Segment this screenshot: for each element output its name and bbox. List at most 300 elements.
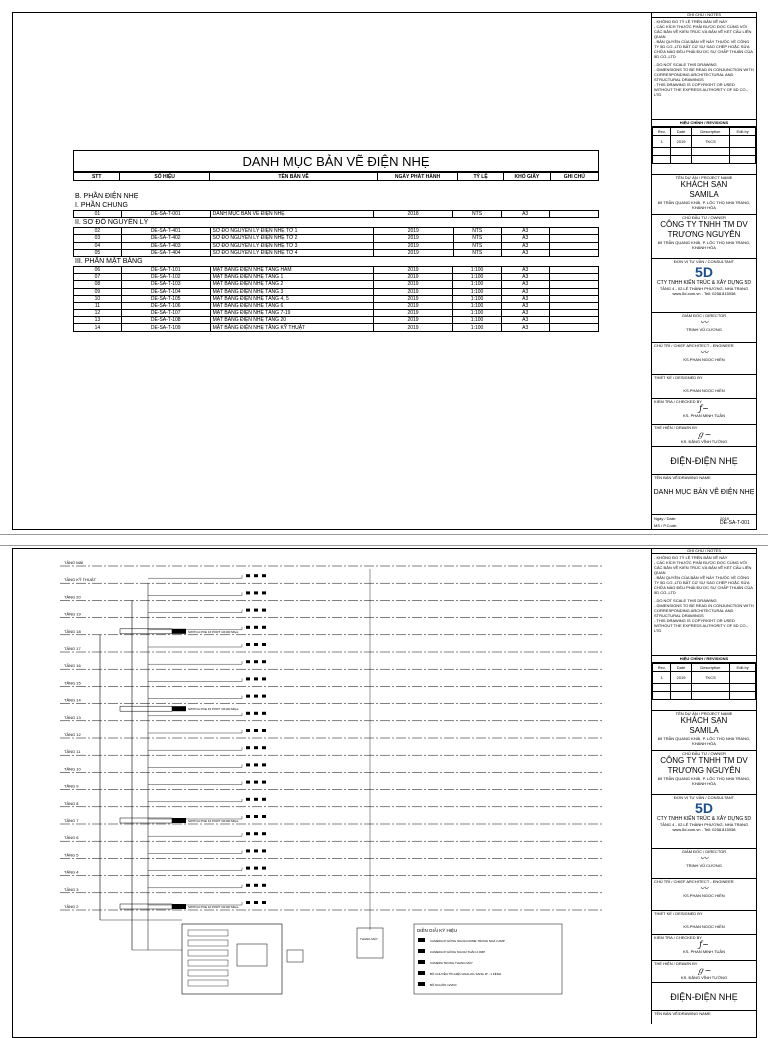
- index-cell: [549, 249, 598, 256]
- sheet-separator: [0, 534, 768, 546]
- legend-symbol-icon: [418, 938, 425, 942]
- index-cell: NTS: [453, 228, 501, 235]
- index-cell: 13: [74, 317, 122, 324]
- index-cell: A3: [501, 266, 549, 273]
- index-cell: 1:100: [453, 324, 501, 331]
- chief-label: CHỦ TRÌ / CHIEF ARCHITECT - ENGINEER: [654, 879, 734, 884]
- project-label: TÊN DỰ ÁN / PROJECT NAME: [675, 711, 733, 716]
- rev-col: Edit by: [730, 664, 756, 672]
- camera-icon: [262, 746, 266, 749]
- rev-cell: TKCS: [691, 672, 730, 684]
- legend-item: CAMERA IP HỒNG NGOẠI THÂN 2.0MP: [430, 950, 486, 954]
- note-line: - DO NOT SCALE THIS DRAWING: [654, 62, 717, 67]
- switch-label: SWITCH POE 16 PORT 10/100 Mbps: [188, 819, 239, 823]
- camera-icon: [262, 660, 266, 663]
- designed-label: THIẾT KẾ / DESIGNED BY: [654, 375, 703, 380]
- camera-icon: [262, 643, 266, 646]
- camera-icon: [262, 763, 266, 766]
- owner-block: [652, 215, 756, 259]
- computer-icon: [287, 950, 303, 962]
- index-cell: [549, 317, 598, 324]
- rev-col: Edit by: [730, 128, 756, 136]
- project-label: TÊN DỰ ÁN / PROJECT NAME: [675, 175, 733, 180]
- floor-label: TẦNG 19: [64, 611, 81, 617]
- camera-icon: [246, 591, 250, 594]
- camera-icon: [246, 781, 250, 784]
- index-cell: A3: [501, 302, 549, 309]
- index-cell: 2019: [373, 228, 453, 235]
- index-row: [74, 249, 599, 256]
- notes-header: GHI CHÚ / NOTES: [652, 12, 756, 18]
- revisions-header: HIỆU CHỈNH / REVISIONS: [652, 120, 756, 127]
- elevator-camera-box: [357, 928, 383, 958]
- poe-switch: [120, 818, 172, 823]
- legend-item: BỘ CHUYỂN TÍN HIỆU ANALOG SANG IP - 1 KÊNH: [430, 972, 502, 976]
- index-cell: MẶT BẰNG ĐIỆN NHẸ TẦNG 7-19: [210, 310, 373, 317]
- section-heading: II. SƠ ĐỒ NGUYÊN LÝ: [75, 219, 149, 227]
- director-block: [652, 313, 756, 343]
- rev-col: Date: [671, 664, 691, 672]
- index-cell: A3: [501, 228, 549, 235]
- chief-name: KS.PHAN NGỌC HIỀN: [683, 893, 725, 898]
- poe-switch: [120, 706, 172, 711]
- camera-icon: [262, 798, 266, 801]
- index-table-plans: [73, 266, 599, 332]
- camera-icon: [262, 574, 266, 577]
- index-cell: 2019: [373, 302, 453, 309]
- consultant-address: TẦNG 4 - 02 LÊ THÀNH PHƯƠNG, NHA TRANG www.5d.com.vn - Tell: 0258.815058: [659, 286, 749, 296]
- index-cell: 01: [74, 211, 122, 218]
- index-cell: [549, 274, 598, 281]
- note-line: - CÁC KÍCH THƯỚC PHẢI ĐƯỢC ĐỌC CÙNG VỚI CÁC BẢN VẼ KIẾN TRÚC VÀ BẢN VẼ KẾT CẤU LIÊN QUAN: [654, 560, 752, 575]
- note-line: - CÁC KÍCH THƯỚC PHẢI ĐƯỢC ĐỌC CÙNG VỚI CÁC BẢN VẼ KIẾN TRÚC VÀ BẢN VẼ KẾT CẤU LIÊN QUAN: [654, 24, 752, 39]
- index-cell: 09: [74, 288, 122, 295]
- index-cell: A3: [501, 211, 549, 218]
- consultant-name: CTY TNHH KIẾN TRÚC & XÂY DỰNG 5D: [657, 816, 751, 822]
- note-line: - KHÔNG ĐO TỶ LỆ TRÊN BẢN VẼ NÀY: [654, 555, 728, 560]
- drawing-index: [73, 150, 599, 332]
- index-title: DANH MỤC BẢN VẼ ĐIỆN NHẸ: [73, 150, 599, 172]
- camera-icon: [262, 591, 266, 594]
- index-cell: DE-SA-T-401: [121, 228, 210, 235]
- index-cell: A3: [501, 324, 549, 331]
- camera-icon: [246, 660, 250, 663]
- project-block: [652, 175, 756, 215]
- poe-switch-port: [172, 706, 186, 711]
- drawn-name: KS. ĐẶNG VĨNH TƯỜNG: [680, 439, 728, 444]
- floor-label: TẦNG 18: [64, 628, 81, 634]
- index-cell: 1:100: [453, 295, 501, 302]
- director-label: GIÁM ĐỐC / DIRECTOR: [681, 313, 727, 318]
- switch-label: SWITCH POE 16 PORT 10/100 Mbps: [188, 707, 239, 712]
- project-name-2: SAMILA: [689, 726, 719, 735]
- signature-mark: 〰: [700, 854, 708, 863]
- camera-icon: [246, 712, 250, 715]
- checked-label: KIỂM TRA / CHECKED BY: [654, 935, 702, 940]
- index-cell: [549, 288, 598, 295]
- designed-label: THIẾT KẾ / DESIGNED BY: [654, 911, 703, 916]
- camera-icon: [246, 695, 250, 698]
- index-cell: A3: [501, 310, 549, 317]
- drawing-name-label: TÊN BẢN VẼ/DRAWING NAME: [654, 1011, 711, 1016]
- col-header: TỶ LỆ: [457, 173, 503, 181]
- index-cell: SƠ ĐỒ NGUYÊN LÝ ĐIỆN NHẸ TỜ 3: [210, 242, 373, 249]
- index-cell: A3: [501, 281, 549, 288]
- index-cell: DE-SA-T-403: [121, 242, 210, 249]
- camera-icon: [246, 574, 250, 577]
- camera-icon: [262, 867, 266, 870]
- rev-cell: [730, 136, 756, 148]
- camera-icon: [246, 849, 250, 852]
- col-header: TÊN BẢN VẼ: [209, 173, 377, 181]
- rack-unit: [188, 940, 228, 946]
- index-table-schematic: [73, 227, 599, 257]
- floor-label: TẦNG 7: [64, 818, 79, 823]
- index-cell: [549, 295, 598, 302]
- index-cell: 1:100: [453, 281, 501, 288]
- camera-icon: [262, 901, 266, 904]
- index-cell: [549, 211, 598, 218]
- camera-icon: [254, 643, 258, 646]
- director-block: [652, 849, 756, 879]
- rack-unit: [188, 950, 228, 956]
- notes-block: [652, 554, 756, 656]
- owner-label: CHỦ ĐẦU TƯ / OWNER: [682, 215, 726, 220]
- camera-icon: [254, 746, 258, 749]
- note-line: - DIMENSIONS TO BE READ IN CONJUNCTION WITH CORRESPONDING ARCHITECTURAL AND STRUCTURAL DRAWINGS: [654, 67, 754, 82]
- chief-label: CHỦ TRÌ / CHIEF ARCHITECT - ENGINEER: [654, 343, 734, 348]
- owner-name-2: TRƯƠNG NGUYÊN: [667, 230, 741, 239]
- index-cell: 07: [74, 274, 122, 281]
- switch-label: SWITCH POE 16 PORT 10/100 Mbps: [188, 905, 239, 909]
- index-cell: MẶT BẰNG ĐIỆN NHẸ TẦNG 1: [210, 274, 373, 281]
- drawn-block: [652, 425, 756, 447]
- part-heading: B. PHẦN ĐIỆN NHẸ: [75, 193, 139, 200]
- index-cell: A3: [501, 249, 549, 256]
- code-label: MS / P.Code:: [654, 523, 678, 528]
- index-cell: DE-SA-T-109: [121, 324, 210, 331]
- camera-icon: [254, 609, 258, 612]
- index-cell: MẶT BẰNG ĐIỆN NHẸ TẦNG 6: [210, 302, 373, 309]
- consultant-logo: 5D: [695, 264, 713, 280]
- camera-icon: [254, 729, 258, 732]
- legend-item: BỘ NGUỒN 12VDC: [430, 983, 457, 987]
- camera-icon: [246, 746, 250, 749]
- poe-switch-port: [172, 904, 186, 909]
- index-cell: NTS: [453, 242, 501, 249]
- legend-title: DIỄN GIẢI KÝ HIỆU: [417, 928, 458, 933]
- floor-label: TẦNG 8: [64, 800, 79, 806]
- index-cell: 1:100: [453, 317, 501, 324]
- index-row: [74, 310, 599, 317]
- revisions-table: [652, 663, 756, 711]
- drawn-label: THỂ HIỆN / DRAWN BY: [654, 961, 698, 966]
- poe-switch-port: [172, 629, 186, 634]
- project-name-2: SAMILA: [689, 190, 719, 199]
- designed-block: [652, 375, 756, 399]
- camera-icon: [246, 677, 250, 680]
- index-cell: DE-SA-T-106: [121, 302, 210, 309]
- index-cell: 2019: [373, 310, 453, 317]
- index-cell: SƠ ĐỒ NGUYÊN LÝ ĐIỆN NHẸ TỜ 4: [210, 249, 373, 256]
- camera-icon: [254, 832, 258, 835]
- floor-label: TẦNG MÁI: [64, 560, 84, 565]
- camera-icon: [246, 884, 250, 887]
- monitor-icon: [237, 944, 267, 966]
- drawn-block: [652, 961, 756, 983]
- camera-icon: [254, 849, 258, 852]
- camera-icon: [262, 729, 266, 732]
- switch-label: SWITCH POE 16 PORT 10/100 Mbps: [188, 629, 239, 634]
- consultant-label: ĐƠN VỊ TƯ VẤN / CONSULTANT: [673, 795, 735, 800]
- consultant-block: [652, 795, 756, 849]
- index-cell: [549, 242, 598, 249]
- index-cell: 03: [74, 235, 122, 242]
- index-cell: DE-SA-T-404: [121, 249, 210, 256]
- index-cell: 2019: [373, 288, 453, 295]
- col-header: KHỔ GIẤY: [504, 173, 550, 181]
- camera-icon: [246, 867, 250, 870]
- camera-icon: [262, 832, 266, 835]
- checked-label: KIỂM TRA / CHECKED BY: [654, 399, 702, 404]
- index-row: [74, 228, 599, 235]
- section-heading: I. PHẦN CHUNG: [75, 202, 128, 209]
- index-row: [74, 266, 599, 273]
- signature-mark: ƒ~: [699, 404, 709, 413]
- index-cell: DE-SA-T-402: [121, 235, 210, 242]
- camera-icon: [254, 574, 258, 577]
- index-cell: 2019: [373, 242, 453, 249]
- project-address: 89 TRẦN QUANG KHẢI, P. LỘC THỌ NHA TRANG, KHÁNH HÒA: [657, 736, 751, 746]
- index-cell: A3: [501, 317, 549, 324]
- index-cell: DE-SA-T-108: [121, 317, 210, 324]
- camera-icon: [254, 901, 258, 904]
- signature-mark: ℊ~: [696, 966, 712, 975]
- signature-mark: ƒ~: [699, 940, 709, 949]
- checked-block: [652, 399, 756, 425]
- section-heading: III. PHẦN MẶT BẰNG: [75, 257, 143, 265]
- signature-mark: 〰: [700, 884, 708, 893]
- legend-symbol-icon: [418, 982, 425, 986]
- owner-address: 89 TRẦN QUANG KHẢI, P. LỘC THỌ NHA TRANG, KHÁNH HÒA: [657, 776, 751, 786]
- signature-mark: 〰: [700, 318, 708, 327]
- floor-label: TẦNG 20: [64, 594, 81, 600]
- index-cell: [549, 228, 598, 235]
- camera-icon: [262, 626, 266, 629]
- index-cell: A3: [501, 242, 549, 249]
- index-row: [74, 302, 599, 309]
- camera-icon: [262, 781, 266, 784]
- col-header: SỐ HIỆU: [120, 173, 210, 181]
- owner-block: [652, 751, 756, 795]
- camera-icon: [246, 626, 250, 629]
- index-cell: 2019: [373, 249, 453, 256]
- camera-icon: [254, 626, 258, 629]
- index-cell: 10: [74, 295, 122, 302]
- rev-cell: TKCS: [691, 136, 730, 148]
- index-cell: MẶT BẰNG ĐIỆN NHẸ TẦNG HẦM: [210, 266, 373, 273]
- floor-label: TẦNG 3: [64, 886, 79, 892]
- note-line: - THIS DRAWING IS COPYRIGHT OR USED WITHOUT THE EXPRESS AUTHORITY OF 5D CO., LTD: [654, 618, 748, 633]
- col-header: STT: [74, 173, 120, 181]
- index-cell: NTS: [453, 235, 501, 242]
- code-value: DE-SA-T-001: [720, 520, 750, 526]
- rev-cell: 2019: [671, 672, 691, 684]
- index-cell: 2019: [373, 324, 453, 331]
- index-cell: 2019: [373, 274, 453, 281]
- rack-unit: [188, 960, 228, 966]
- index-cell: A3: [501, 235, 549, 242]
- note-line: - BẢN QUYỀN CỦA BẢN VẼ NÀY THUỘC VỀ CÔNG TY 5D CO.,LTD BẤT CỨ SỰ SAO CHÉP HOẶC SỬA CHỮA NÀO ĐỀU PHẢI ĐƯỢC SỰ CHẤP THUẬN CỦA 5D CO.,LTD: [654, 39, 753, 59]
- index-cell: DE-SA-T-102: [121, 274, 210, 281]
- camera-icon: [262, 712, 266, 715]
- index-cell: [549, 302, 598, 309]
- designed-name: KS.PHAN NGỌC HIỀN: [683, 388, 725, 393]
- signature-mark: 〰: [700, 348, 708, 357]
- index-cell: DE-SA-T-105: [121, 295, 210, 302]
- floor-label: TẦNG 12: [64, 732, 81, 737]
- col-header: GHI CHÚ: [550, 173, 598, 181]
- consultant-label: ĐƠN VỊ TƯ VẤN / CONSULTANT: [673, 259, 735, 264]
- camera-icon: [262, 815, 266, 818]
- consultant-block: [652, 259, 756, 313]
- owner-name: CÔNG TY TNHH TM DV: [660, 756, 748, 765]
- index-cell: 2019: [373, 266, 453, 273]
- date-label: Ngày / Date:: [654, 516, 677, 521]
- index-cell: 2019: [373, 281, 453, 288]
- index-cell: A3: [501, 288, 549, 295]
- camera-icon: [262, 677, 266, 680]
- camera-icon: [254, 798, 258, 801]
- note-line: - KHÔNG ĐO TỶ LỆ TRÊN BẢN VẼ NÀY: [654, 19, 728, 24]
- index-header: [73, 172, 599, 181]
- consultant-name: CTY TNHH KIẾN TRÚC & XÂY DỰNG 5D: [657, 280, 751, 286]
- floor-label: TẦNG 10: [64, 766, 81, 772]
- designed-block: [652, 911, 756, 935]
- camera-icon: [262, 695, 266, 698]
- camera-icon: [246, 763, 250, 766]
- owner-address: 89 TRẦN QUANG KHẢI, P. LỘC THỌ NHA TRANG, KHÁNH HÒA: [657, 240, 751, 250]
- note-line: - THIS DRAWING IS COPYRIGHT OR USED WITHOUT THE EXPRESS AUTHORITY OF 5D CO., LTD: [654, 82, 748, 97]
- index-cell: A3: [501, 295, 549, 302]
- director-name: TRỊNH VŨ CƯƠNG: [686, 327, 722, 332]
- index-cell: MẶT BẰNG ĐIỆN NHẸ TẦNG KỸ THUẬT: [210, 324, 373, 331]
- rev-col: Rev.: [653, 664, 671, 672]
- poe-switch: [120, 629, 172, 634]
- consultant-address: TẦNG 4 - 02 LÊ THÀNH PHƯƠNG, NHA TRANG www.5d.com.vn - Tell: 0258.815058: [659, 822, 749, 832]
- index-table-general: [73, 210, 599, 218]
- index-row: [74, 235, 599, 242]
- floor-label: TẦNG 9: [64, 783, 79, 789]
- index-cell: DE-SA-T-001: [121, 211, 210, 218]
- index-cell: [549, 324, 598, 331]
- project-address: 89 TRẦN QUANG KHẢI, P. LỘC THỌ NHA TRANG, KHÁNH HÒA: [657, 200, 751, 210]
- rev-cell: 1: [653, 136, 671, 148]
- owner-name: CÔNG TY TNHH TM DV: [660, 220, 748, 229]
- index-cell: 14: [74, 324, 122, 331]
- col-header: NGÀY PHÁT HÀNH: [378, 173, 458, 181]
- checked-block: [652, 935, 756, 961]
- floor-label: TẦNG 16: [64, 663, 81, 669]
- discipline-title: ĐIỆN-ĐIỆN NHẸ: [652, 447, 756, 475]
- drawn-name: KS. ĐẶNG VĨNH TƯỜNG: [680, 975, 728, 980]
- floor-label: TẦNG 17: [64, 646, 81, 651]
- poe-switch: [120, 904, 172, 909]
- index-row: [74, 274, 599, 281]
- legend-symbol-icon: [418, 960, 425, 964]
- index-cell: 2018: [373, 211, 453, 218]
- index-cell: MẶT BẰNG ĐIỆN NHẸ TẦNG 4, 5: [210, 295, 373, 302]
- floor-label: TẦNG 15: [64, 680, 81, 686]
- camera-icon: [254, 591, 258, 594]
- cctv-riser-diagram: [12, 548, 651, 1024]
- checked-name: KS. PHAN MINH TUẤN: [683, 413, 725, 418]
- index-cell: DE-SA-T-101: [121, 266, 210, 273]
- rev-col: Description: [691, 664, 730, 672]
- note-line: - DIMENSIONS TO BE READ IN CONJUNCTION WITH CORRESPONDING ARCHITECTURAL AND STRUCTURAL DRAWINGS: [654, 603, 754, 618]
- index-cell: 1:100: [453, 274, 501, 281]
- rev-cell: 2019: [671, 136, 691, 148]
- notes-header: GHI CHÚ / NOTES: [652, 548, 756, 554]
- floor-label: TẦNG 5: [64, 852, 79, 858]
- revisions-table: [652, 127, 756, 175]
- camera-icon: [246, 832, 250, 835]
- owner-name-2: TRƯƠNG NGUYÊN: [667, 766, 741, 775]
- rev-col: Description: [691, 128, 730, 136]
- index-cell: NTS: [453, 249, 501, 256]
- index-row: [74, 317, 599, 324]
- signature-mark: ℊ~: [696, 430, 712, 439]
- index-cell: MẶT BẰNG ĐIỆN NHẸ TẦNG 2: [210, 281, 373, 288]
- floor-label: TẦNG 11: [64, 749, 81, 755]
- index-cell: 2019: [373, 235, 453, 242]
- camera-icon: [246, 609, 250, 612]
- drawing-name-block: [652, 475, 756, 515]
- index-cell: DANH MỤC BẢN VẼ ĐIỆN NHẸ: [210, 211, 373, 218]
- camera-icon: [254, 677, 258, 680]
- index-cell: MẶT BẰNG ĐIỆN NHẸ TẦNG 20: [210, 317, 373, 324]
- drawing-name-block: [652, 1011, 756, 1021]
- camera-icon: [262, 884, 266, 887]
- index-cell: [549, 235, 598, 242]
- rev-cell: 1: [653, 672, 671, 684]
- index-cell: 2019: [373, 317, 453, 324]
- index-cell: A3: [501, 274, 549, 281]
- index-row: [74, 295, 599, 302]
- checked-name: KS. PHAN MINH TUẤN: [683, 949, 725, 954]
- camera-icon: [254, 815, 258, 818]
- floor-label: TẦNG 4: [64, 869, 79, 875]
- legend-item: CAMERA IP HỒNG NGOẠI DOME TRONG NHÀ 2.0MP: [430, 939, 505, 943]
- drawing-sheet-riser: [0, 546, 768, 1024]
- floor-label: TẦNG 13: [64, 714, 81, 720]
- rev-col: Date: [671, 128, 691, 136]
- project-name: KHÁCH SẠN: [680, 180, 728, 189]
- floor-label: TẦNG 14: [64, 697, 81, 703]
- index-cell: SƠ ĐỒ NGUYÊN LÝ ĐIỆN NHẸ TỜ 1: [210, 228, 373, 235]
- index-cell: DE-SA-T-104: [121, 288, 210, 295]
- legend-symbol-icon: [418, 949, 425, 953]
- index-cell: 05: [74, 249, 122, 256]
- note-line: - DO NOT SCALE THIS DRAWING: [654, 598, 717, 603]
- index-row: [74, 324, 599, 331]
- code-block: [652, 515, 756, 531]
- camera-icon: [262, 849, 266, 852]
- index-row: [74, 211, 599, 218]
- index-cell: 1:100: [453, 288, 501, 295]
- index-row: [74, 281, 599, 288]
- index-cell: DE-SA-T-103: [121, 281, 210, 288]
